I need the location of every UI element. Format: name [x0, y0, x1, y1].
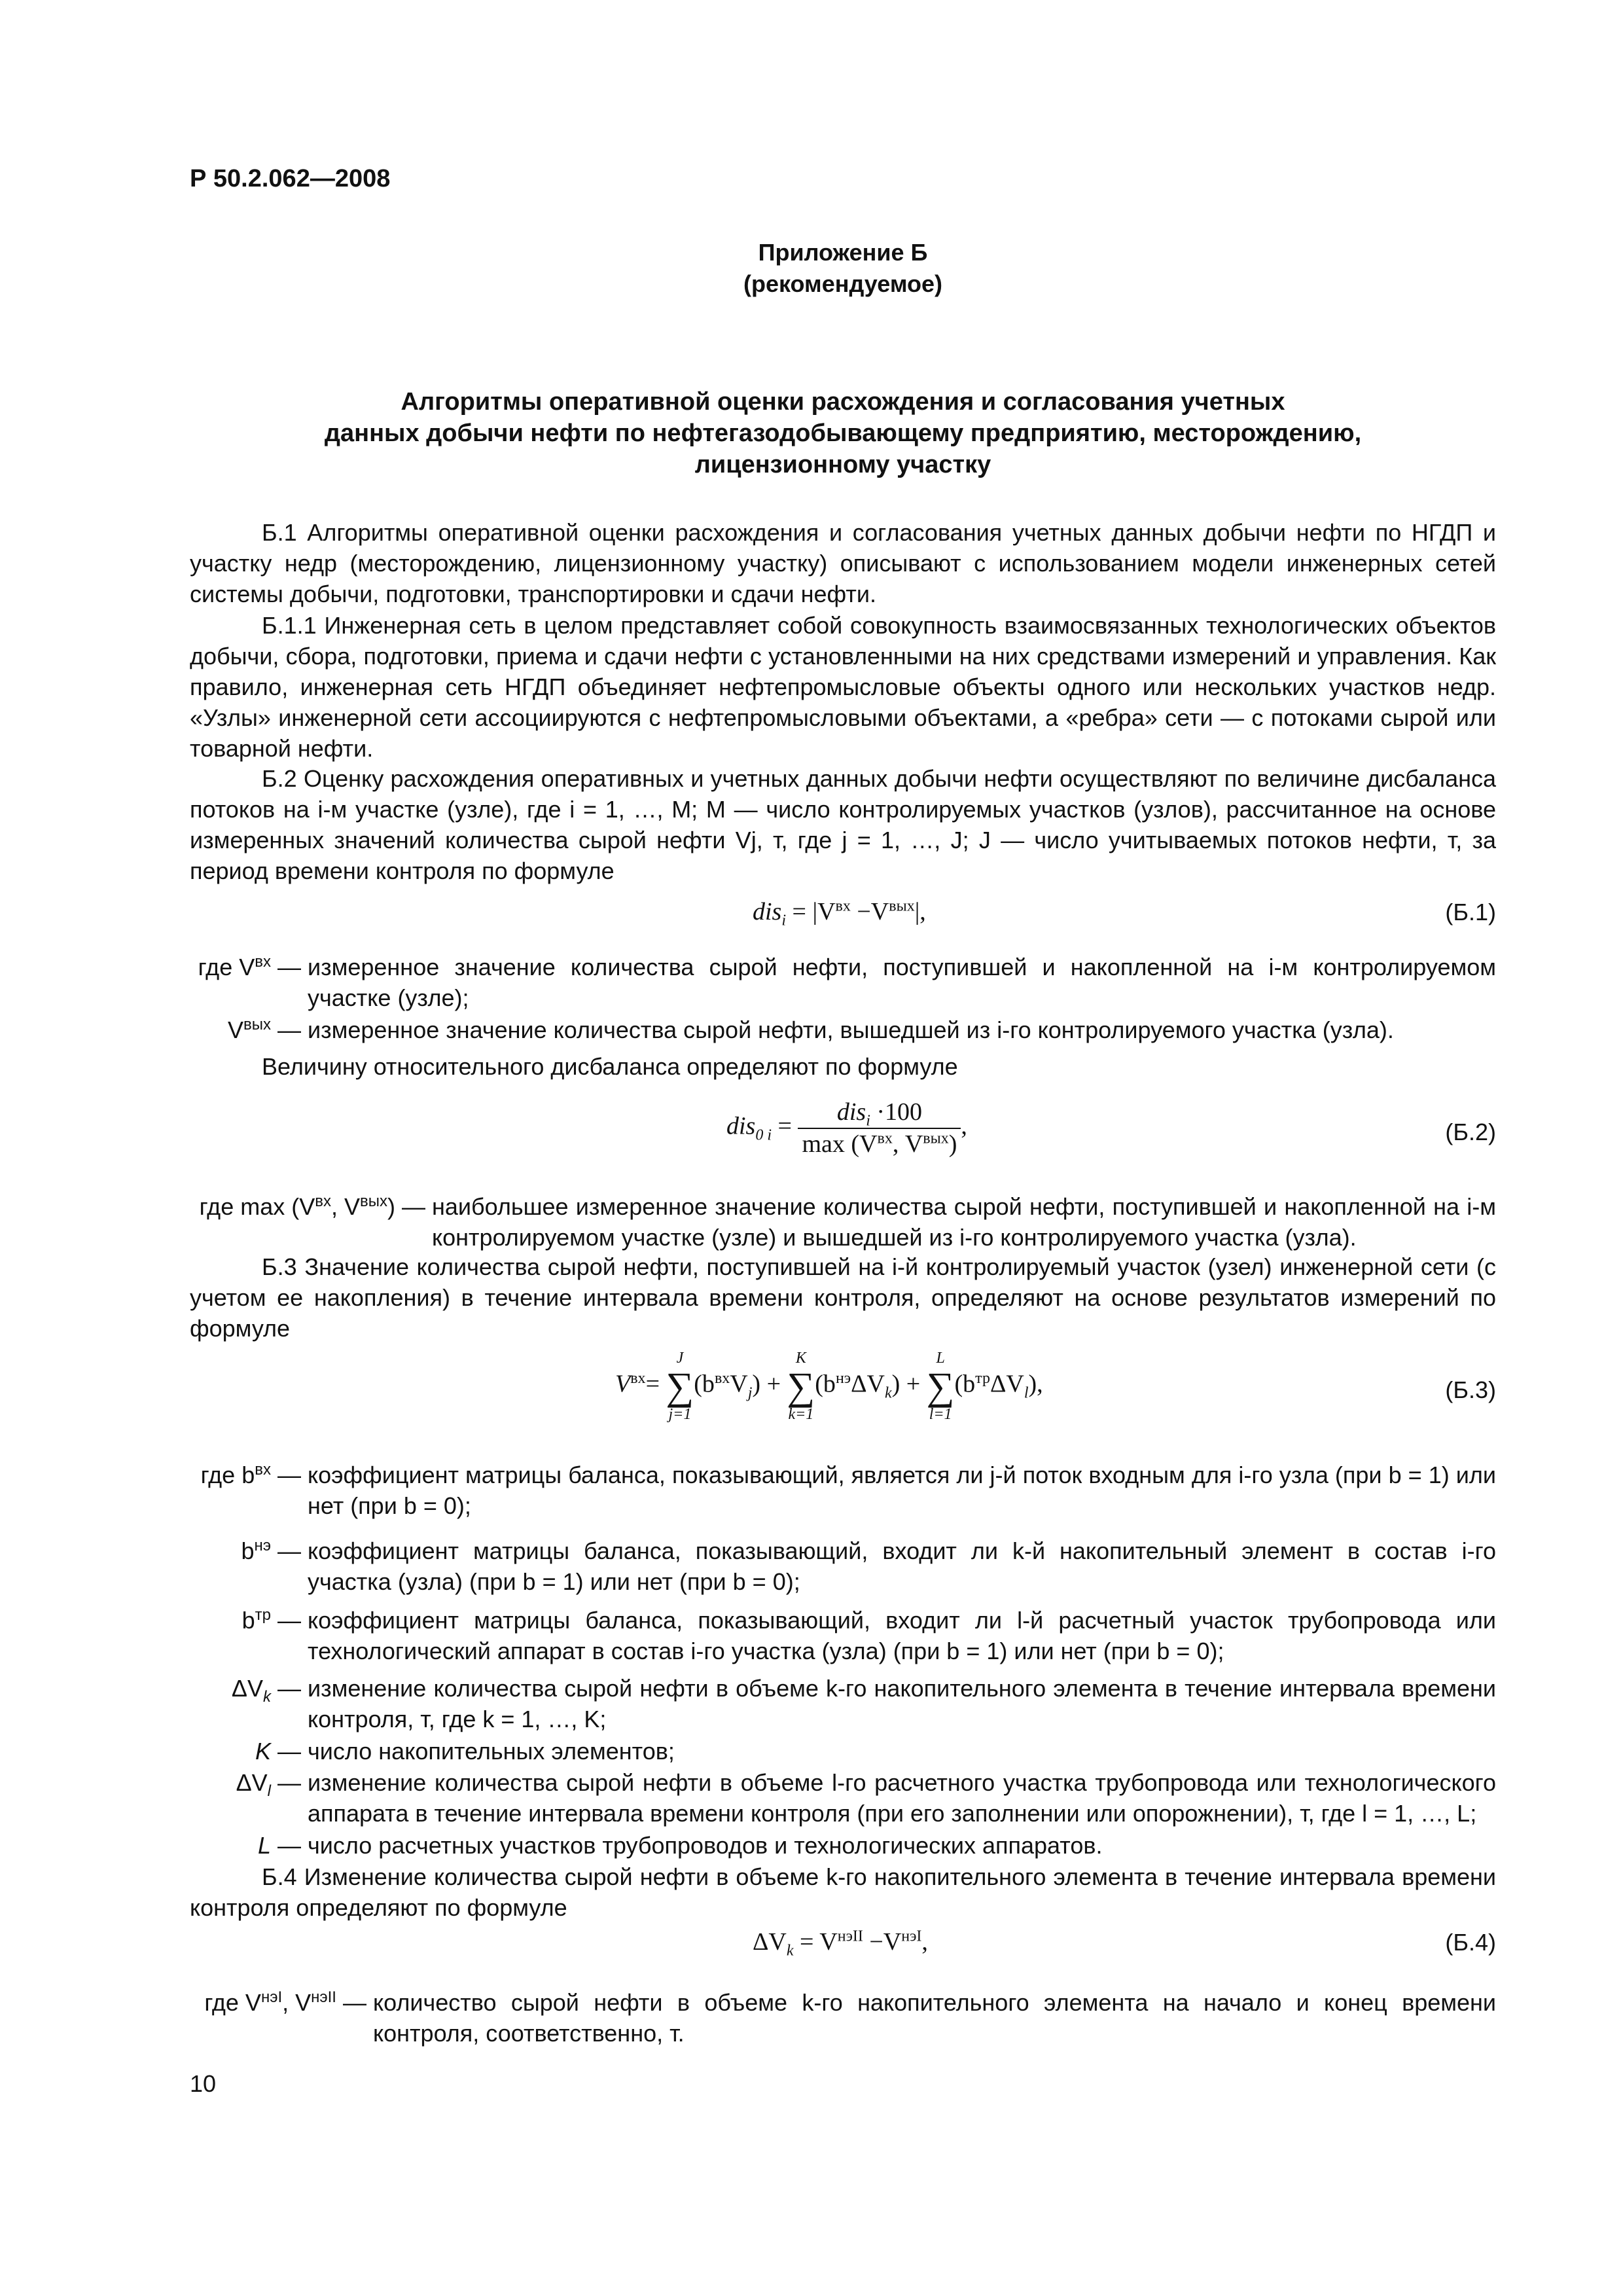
sum-l: L ∑ l=1: [926, 1350, 955, 1423]
def-text: изменение количества сырой нефти в объеме k-го накопительного элемента в течение интервала времени контроля, т, где k = 1, …, K;: [308, 1675, 1496, 1732]
def-term: $\Delta V_k$ —: [231, 1675, 301, 1706]
def-text: количество сырой нефти в объеме k-го накопительного элемента на начало и конец времени контроля, соответственно, т.: [373, 1989, 1496, 2047]
title-line-3: лицензионному участку: [694, 451, 991, 478]
def-text: число накопительных элементов;: [308, 1738, 675, 1765]
formula-b3-number: (Б.3): [1445, 1376, 1496, 1403]
paragraph-relative: Величину относительного дисбаланса определяют по формуле: [262, 1053, 958, 1080]
def-b-ne: [190, 1535, 1496, 1598]
def-term: L —: [257, 1832, 301, 1859]
formula-b1-body: $dis_i = |V^{вх} -V^{вых}|$,: [753, 897, 926, 929]
def-max: [190, 1191, 1496, 1254]
formula-b2-number: (Б.2): [1445, 1119, 1496, 1145]
def-text: измеренное значение количества сырой нефти, поступившей и накопленной на i-м контролируемом участке (узле);: [308, 954, 1496, 1011]
title-line-1: Алгоритмы оперативной оценки расхождения и согласования учетных: [401, 388, 1285, 416]
appendix-title: [190, 386, 1496, 480]
formula-b3-body: $V^{вх}=$ J ∑ j=1 $(b^{вх}V_j)$ + K ∑ k=1 $(b^{нэ}\Delta V_k)$ + L ∑ l=1 $(b^{тр}\Delta V_l)$,: [615, 1350, 1043, 1423]
def-v-out: [190, 1014, 1496, 1046]
paragraph-b1: Б.1 Алгоритмы оперативной оценки расхождения и согласования учетных данных добычи нефти по НГДП и участку недр (месторождению, лицензионному участку) описывают с использованием модели инженерных сетей системы добычи, подготовки, транспортировки и сдачи нефти.: [190, 519, 1496, 607]
sum-k: K ∑ k=1: [787, 1350, 815, 1423]
paragraph-b2: Б.2 Оценку расхождения оперативных и учетных данных добычи нефти осуществляют по величине дисбаланса потоков на i-м участке (узле), где i = 1, …, M; M — число контролируемых участков (узлов), рассчитанное на основе измеренных значений количества сырой нефти Vj, т, где j = 1, …, J; J — число учитываемых потоков нефти, т, за период времени контроля по формуле: [190, 765, 1496, 884]
def-b-in: [190, 1460, 1496, 1529]
def-term: где $V^{нэI}$, $V^{нэII}$ —: [204, 1988, 366, 2016]
def-text: коэффициент матрицы баланса, показывающий, входит ли l-й расчетный участок трубопровода или технологический аппарат в состав i-го участка (узла) (при b = 1) или нет (при b = 0);: [308, 1607, 1496, 1664]
def-delta-vk: [190, 1673, 1496, 1736]
def-k: [190, 1736, 1496, 1767]
sum-j: J ∑ j=1: [666, 1350, 694, 1423]
formula-b1: [190, 897, 1496, 949]
def-text: наибольшее измеренное значение количества сырой нефти, поступившей и накопленной на i-м контролируемом участке (узле) и вышедшей из i-го контролируемого участка (узла).: [432, 1193, 1496, 1251]
def-v-ne: [190, 1987, 1496, 2050]
def-delta-vl: [190, 1767, 1496, 1830]
appendix-status: (рекомендуемое): [743, 270, 942, 297]
document-code: Р 50.2.062—2008: [190, 165, 391, 192]
def-term: $b^{нэ}$ —: [241, 1537, 301, 1564]
def-text: изменение количества сырой нефти в объеме l-го расчетного участка трубопровода или технологического аппарата в течение интервала времени контроля (при его заполнении или опорожнении), т, где l = 1, …, L;: [308, 1769, 1496, 1827]
formula-b3: [190, 1348, 1496, 1440]
title-line-2: данных добычи нефти по нефтегазодобывающему предприятию, месторождению,: [324, 420, 1362, 447]
def-term: где $V^{вх}$ —: [198, 953, 301, 980]
def-text: число расчетных участков трубопроводов и технологических аппаратов.: [308, 1832, 1103, 1859]
formula-b2: [190, 1097, 1496, 1169]
def-term: $V^{вых}$ —: [227, 1016, 301, 1043]
def-term: $b^{тр}$ —: [241, 1606, 301, 1634]
def-term: K —: [255, 1738, 301, 1765]
formula-b4-number: (Б.4): [1445, 1929, 1496, 1956]
def-text: измеренное значение количества сырой нефти, вышедшей из i-го контролируемого участка (узла).: [308, 1016, 1394, 1043]
def-term: где $b^{вх}$ —: [200, 1461, 301, 1488]
formula-b4: [190, 1927, 1496, 1979]
paragraph-b4: Б.4 Изменение количества сырой нефти в объеме k-го накопительного элемента в течение интервала времени контроля определяют по формуле: [190, 1863, 1496, 1921]
def-text: коэффициент матрицы баланса, показывающий, является ли j-й поток входным для i-го узла (при b = 1) или нет (при b = 0);: [308, 1462, 1496, 1519]
def-term: $\Delta V_l$ —: [236, 1769, 301, 1801]
fraction: $\frac{dis_i \cdot 100}{\max (V^{вх}, V^{вых})}$: [798, 1097, 961, 1160]
page-number: 10: [190, 2070, 217, 2097]
def-text: коэффициент матрицы баланса, показывающий, входит ли k-й накопительный элемент в состав i-го участка (узла) (при b = 1) или нет (при b = 0);: [308, 1537, 1496, 1595]
def-l: [190, 1830, 1496, 1861]
paragraph-b1-1: Б.1.1 Инженерная сеть в целом представляет собой совокупность взаимосвязанных технологических объектов добычи, сбора, подготовки, приема и сдачи нефти с установленными на них средствами измерений и управления. Как правило, инженерная сеть НГДП объединяет нефтепромысловые объекты одного или нескольких участков недр. «Узлы» инженерной сети ассоциируются с нефтепромысловыми объектами, а «ребра» сети — с потоками сырой или товарной нефти.: [190, 612, 1496, 762]
def-term: где $\max (V^{вх}$, $V^{вых}$) —: [199, 1193, 425, 1220]
paragraph-b3: Б.3 Значение количества сырой нефти, поступившей на i-й контролируемый участок (узел) инженерной сети (с учетом ее накопления) в течение интервала времени контроля, определяют на основе результатов измерений по формуле: [190, 1253, 1496, 1342]
formula-b2-body: dis$_{0 i}$ = $\frac{dis_i \cdot 100}{\max (V^{вх}, V^{вых})}$ ,: [726, 1097, 967, 1160]
appendix-heading: [190, 237, 1496, 300]
def-v-in: [190, 952, 1496, 1014]
formula-b1-number: (Б.1): [1445, 899, 1496, 925]
def-b-tr: [190, 1605, 1496, 1668]
appendix-name: Приложение Б: [758, 239, 928, 266]
formula-b4-body: $\Delta V_k = V^{нэII} -V^{нэI}$,: [753, 1928, 928, 1960]
